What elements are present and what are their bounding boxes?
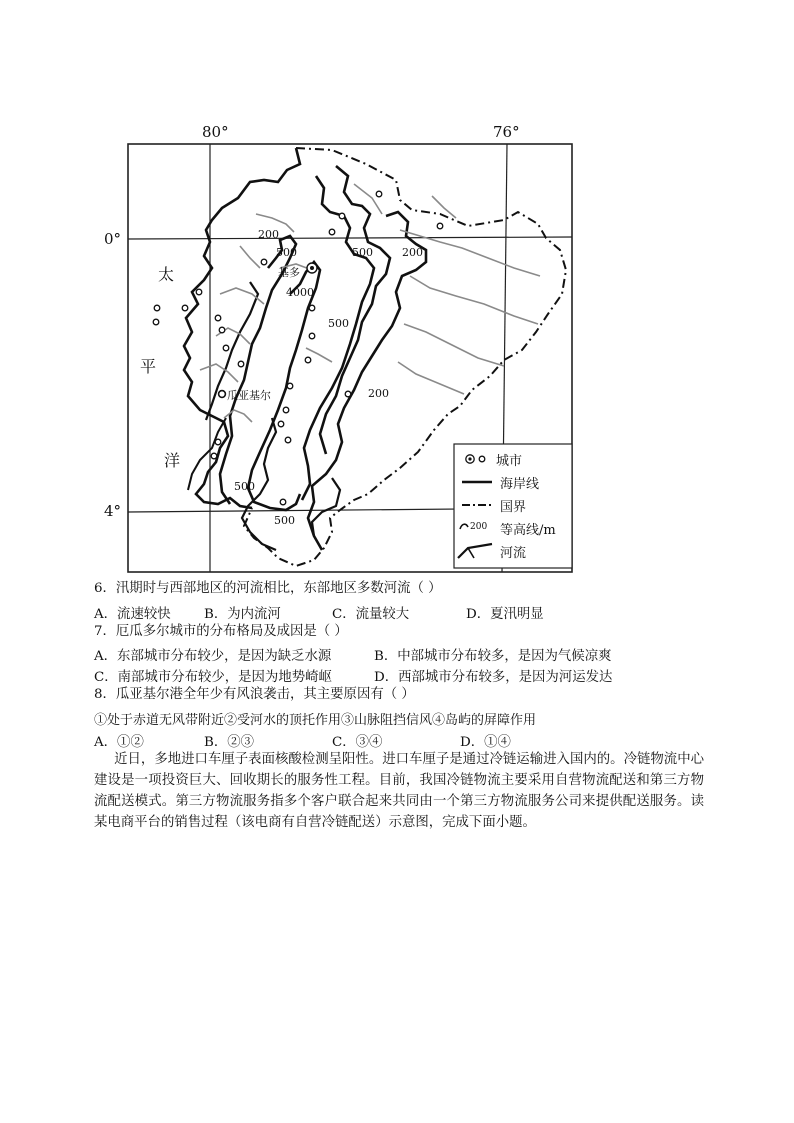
legend-city-label: 城市 <box>496 454 523 469</box>
contour-200-east <box>308 212 426 550</box>
question-6-option-a: A．流速较快 <box>94 607 171 622</box>
city-label-guayaquil: 瓜亚基尔 <box>227 389 271 402</box>
contour-label: 500 <box>234 480 255 493</box>
question-6-option-c: C．流量较大 <box>332 607 410 622</box>
lat-label-0: 0° <box>104 230 122 248</box>
contour-label: 500 <box>274 514 295 527</box>
capital-quito <box>307 263 317 273</box>
question-8-option-d: D．①④ <box>460 735 511 750</box>
contour-label: 500 <box>276 246 297 259</box>
ocean-label-char: 太 <box>158 265 175 284</box>
question-7-option-c: C．南部城市分布较少，是因为地势崎岖 <box>94 670 332 685</box>
question-7-option-a: A．东部城市分布较少，是因为缺乏水源 <box>94 649 332 664</box>
legend-coast-label: 海岸线 <box>500 477 540 492</box>
contour-label: 500 <box>328 317 349 330</box>
legend-river-label: 河流 <box>500 546 527 561</box>
question-8-option-b: B．②③ <box>204 735 255 750</box>
legend-contour-label: 等高线/m <box>500 523 556 538</box>
question-6-option-b: B．为内流河 <box>204 607 281 622</box>
contour-label: 500 <box>352 246 373 259</box>
question-8-statements: ①处于赤道无风带附近②受河水的顶托作用③山脉阻挡信风④岛屿的屏障作用 <box>94 713 537 728</box>
reading-passage: 近日，多地进口车厘子表面核酸检测呈阳性。进口车厘子是通过冷链运输进入国内的。冷链物流中心建设是一项投资巨大、回收期长的服务性工程。目前，我国冷链物流主要采用自营物流配送和第三方物流配送模式。第三方物流服务指多个客户联合起来共同由一个第三方物流服务公司来提供配送服务。读某电商平台的销售过程（该电商有自营冷链配送）示意图，完成下面小题。 <box>94 752 704 830</box>
question-6-stem: 6．汛期时与西部地区的河流相比，东部地区多数河流（ ） <box>94 581 442 596</box>
ocean-label-char: 平 <box>140 357 157 376</box>
contour-label: 200 <box>258 228 279 241</box>
question-8-option-a: A．①② <box>94 735 144 750</box>
question-7-option-d: D．西部城市分布较多，是因为河运发达 <box>374 670 613 685</box>
question-8-stem: 8．瓜亚基尔港全年少有风浪袭击，其主要原因有（ ） <box>94 687 415 702</box>
ocean-label-char: 洋 <box>164 451 181 470</box>
city-label-quito: 基多 <box>278 266 300 279</box>
question-7-option-b: B．中部城市分布较多，是因为气候凉爽 <box>374 649 612 664</box>
lon-label-80: 80° <box>202 123 229 141</box>
contour-south-2 <box>312 478 340 536</box>
contour-label: 200 <box>402 246 423 259</box>
legend-contour-sample: 200 <box>470 522 488 532</box>
city-guayaquil <box>219 391 226 398</box>
question-8-option-c: C．③④ <box>332 735 383 750</box>
contour-label: 4000 <box>286 286 314 299</box>
contour-label: 200 <box>368 387 389 400</box>
legend-border-label: 国界 <box>500 500 527 515</box>
question-7-stem: 7．厄瓜多尔城市的分布格局及成因是（ ） <box>94 624 348 639</box>
lat-label-4: 4° <box>104 502 122 520</box>
question-6-option-d: D．夏汛明显 <box>466 607 544 622</box>
lon-label-76: 76° <box>493 123 520 141</box>
ecuador-map <box>100 118 590 578</box>
